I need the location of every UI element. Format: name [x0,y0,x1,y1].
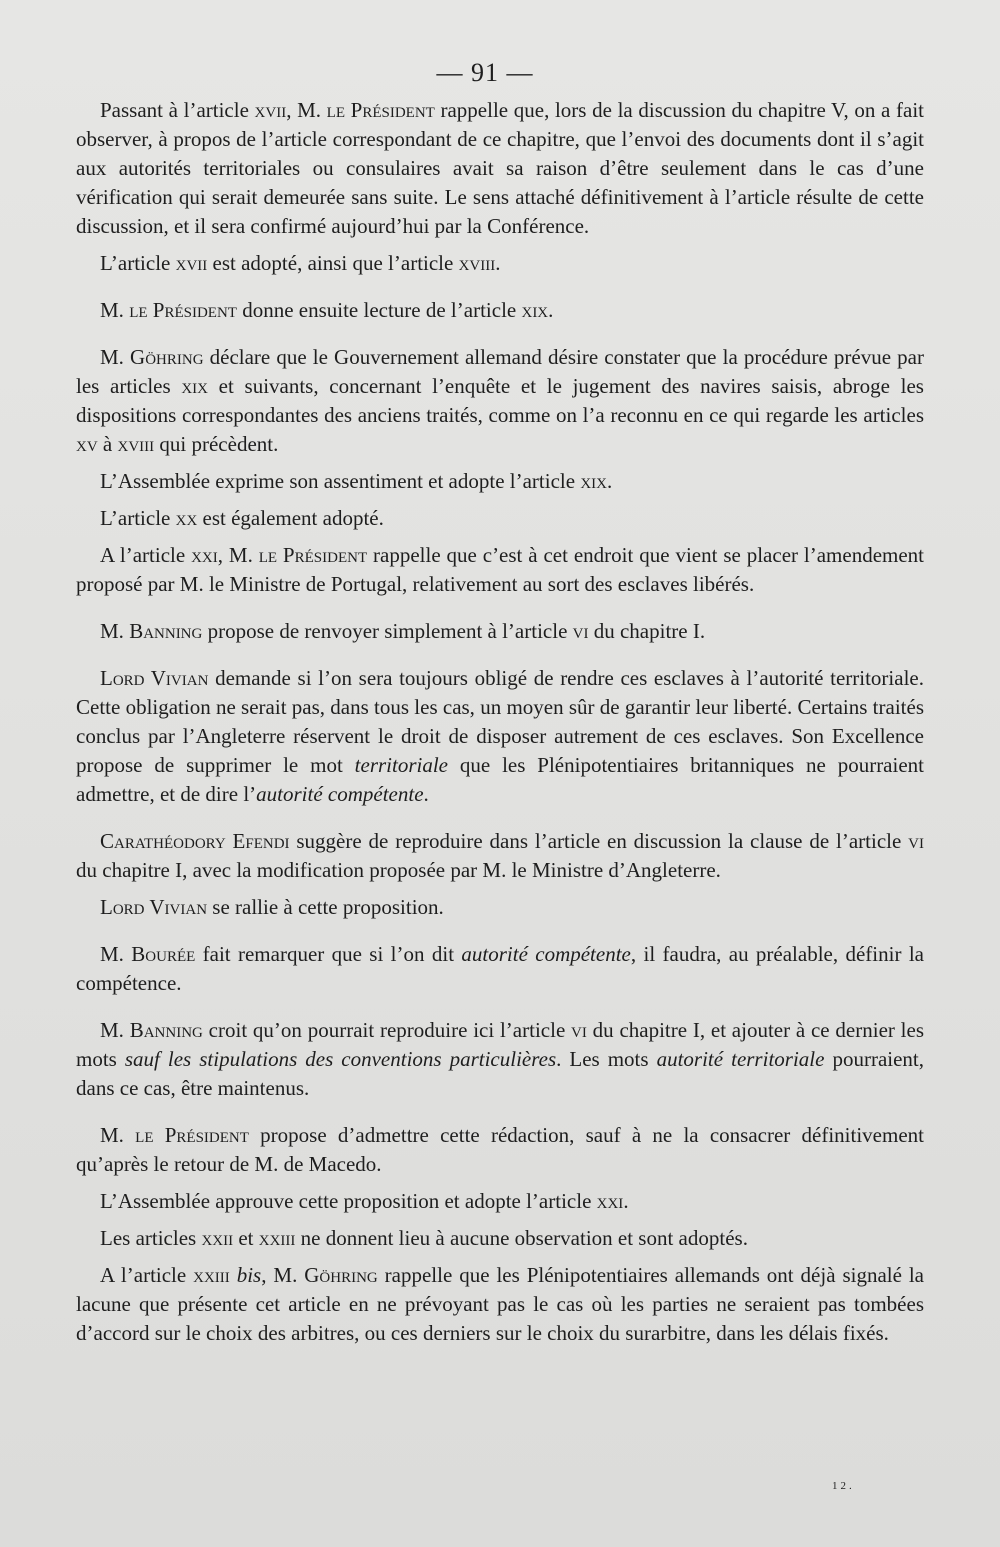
text-segment: A l’article [100,543,192,567]
text-segment: M. [100,298,130,322]
small-caps-text: Bourée [131,942,196,966]
small-caps-text: le Président [129,298,237,322]
signature-mark: 12. [832,1480,855,1492]
text-segment: . [623,1189,629,1213]
small-caps-text: vi [908,829,924,853]
text-segment: du chapitre I. [588,619,706,643]
small-caps-text: Banning [129,619,203,643]
text-segment [230,1263,237,1287]
small-caps-text: Lord Vivian [100,895,208,919]
text-segment: , M. [261,1263,305,1287]
text-segment: est également adopté. [197,506,384,530]
text-segment: et suivants, concernant l’enquête et le jugement des navires saisis, abroge les dispositions correspondantes des anciens traités, comme on l’a reconnu en ce qui regarde les articles [76,374,924,427]
text-segment: Passant à l’article [100,98,255,122]
small-caps-text: xvii [254,98,287,122]
paragraph [76,504,924,533]
paragraph [76,249,924,278]
page-number: — 91 — [436,58,534,87]
body-text [76,96,924,1356]
small-caps-text: xviii [458,251,496,275]
paragraph [76,1187,924,1216]
small-caps-text: xvii [175,251,208,275]
text-segment: fait remarquer que si l’on dit [195,942,462,966]
text-segment: , il faudra, au préalable, définir la compétence. [76,942,924,995]
small-caps-text: xxi [191,543,218,567]
small-caps-text: xviii [117,432,155,456]
text-segment: . [607,469,613,493]
small-caps-text: xv [76,432,98,456]
small-caps-text: Göhring [130,345,204,369]
text-segment: rappelle que les Plénipotentiaires allemands ont déjà signalé la lacune que présente cet article en ne prévoyant pas le cas où les parties ne seraient pas tombées d’accord sur le choix des arbitres, ou ces derniers sur le choix du surarbitre, dans les délais fixés. [76,1263,925,1345]
italic-text: autorité compétente [461,942,631,966]
paragraph [76,296,924,325]
small-caps-text: Lord Vivian [100,666,209,690]
paragraph [76,827,924,885]
small-caps-text: xix [580,469,607,493]
small-caps-text: xx [175,506,198,530]
text-segment: L’article [100,251,176,275]
text-segment: et [233,1226,259,1250]
text-segment: . [495,251,501,275]
paragraph [76,343,924,459]
text-segment: M. [100,619,130,643]
paragraph [76,96,924,241]
italic-text: territoriale [354,753,449,777]
text-segment: M. [100,1123,136,1147]
italic-text: bis [236,1263,262,1287]
paragraph [76,940,924,998]
small-caps-text: xxiii [258,1226,296,1250]
paragraph [76,1261,924,1348]
small-caps-text: xxiii [193,1263,230,1287]
paragraph [76,1016,924,1103]
small-caps-text: Banning [129,1018,203,1042]
paragraph [76,1121,924,1179]
text-segment: donne ensuite lecture de l’article [236,298,522,322]
small-caps-text: Göhring [304,1263,378,1287]
text-segment: L’article [100,506,176,530]
small-caps-text: Carathéodory Efendi [100,829,290,853]
text-segment: ne donnent lieu à aucune observation et sont adoptés. [295,1226,748,1250]
paragraph [76,617,924,646]
text-segment: Les articles [100,1226,202,1250]
small-caps-text: le Président [326,98,435,122]
small-caps-text: xxi [596,1189,624,1213]
text-segment: . Les mots [556,1047,657,1071]
text-segment: se rallie à cette proposition. [207,895,444,919]
small-caps-text: vi [572,619,589,643]
text-segment: suggère de reproduire dans l’article en discussion la clause de l’article [289,829,909,853]
text-segment: du chapitre I, et ajouter à ce dernier les mots [76,1018,924,1071]
text-segment: est adopté, ainsi que l’article [207,251,459,275]
italic-text: autorité territoriale [656,1047,825,1071]
text-segment: à [97,432,118,456]
small-caps-text: le Président [258,543,368,567]
small-caps-text: xix [181,374,208,398]
paragraph [76,893,924,922]
text-segment: , M. [286,98,327,122]
text-segment: . [423,782,429,806]
text-segment: demande si l’on sera toujours obligé de rendre ces esclaves à l’autorité territoriale. Cette obligation ne serait pas, dans tous les cas, un moyen sûr de garantir leur liberté. Certains traités conclus par l’Angleterre réservent le droit de disposer autrement de ces esclaves. Son Excellence propose de supprimer le mot [76,666,924,777]
small-caps-text: xix [521,298,549,322]
text-segment: L’Assemblée exprime son assentiment et adopte l’article [100,469,581,493]
paragraph [76,467,924,496]
text-segment: déclare que le Gouvernement allemand désire constater que la procédure prévue par les articles [76,345,924,398]
text-segment: M. [100,345,131,369]
paragraph [76,664,924,809]
italic-text: sauf les stipulations des conventions particulières [124,1047,557,1071]
text-segment: . [548,298,554,322]
text-segment: M. [100,942,132,966]
text-segment: A l’article [100,1263,194,1287]
paragraph [76,541,924,599]
text-segment: pourraient, dans ce cas, être maintenus. [76,1047,924,1100]
text-segment: L’Assemblée approuve cette proposition et adopte l’article [100,1189,597,1213]
text-segment: M. [100,1018,130,1042]
italic-text: autorité compétente [256,782,424,806]
text-segment: du chapitre I, avec la modification proposée par M. le Ministre d’Angleterre. [76,858,721,882]
text-segment: qui précèdent. [154,432,279,456]
text-segment: rappelle que, lors de la discussion du chapitre V, on a fait observer, à propos de l’article correspondant de ce chapitre, que l’envoi des documents dont il s’agit aux autorités territoriales ou consulaires avait sa raison d’être seulement dans le cas d’une vérification qui serait demeurée sans suite. Le sens attaché définitivement à l’article résulte de cette discussion, et il sera confirmé aujourd’hui par la Conférence. [76,98,925,238]
paragraph [76,1224,924,1253]
small-caps-text: vi [571,1018,587,1042]
text-segment: rappelle que c’est à cet endroit que vient se placer l’amendement proposé par M. le Ministre de Portugal, relativement au sort des esclaves libérés. [76,543,925,596]
text-segment: que les Plénipotentiaires britanniques ne pourraient admettre, et de dire l’ [76,753,924,806]
text-segment: croit qu’on pourrait reproduire ici l’article [202,1018,572,1042]
text-segment: propose d’admettre cette rédaction, sauf à ne la consacrer définitivement qu’après le retour de M. de Macedo. [76,1123,924,1176]
small-caps-text: le Président [135,1123,249,1147]
small-caps-text: xxii [201,1226,234,1250]
text-segment: propose de renvoyer simplement à l’article [202,619,573,643]
text-segment: , M. [217,543,259,567]
